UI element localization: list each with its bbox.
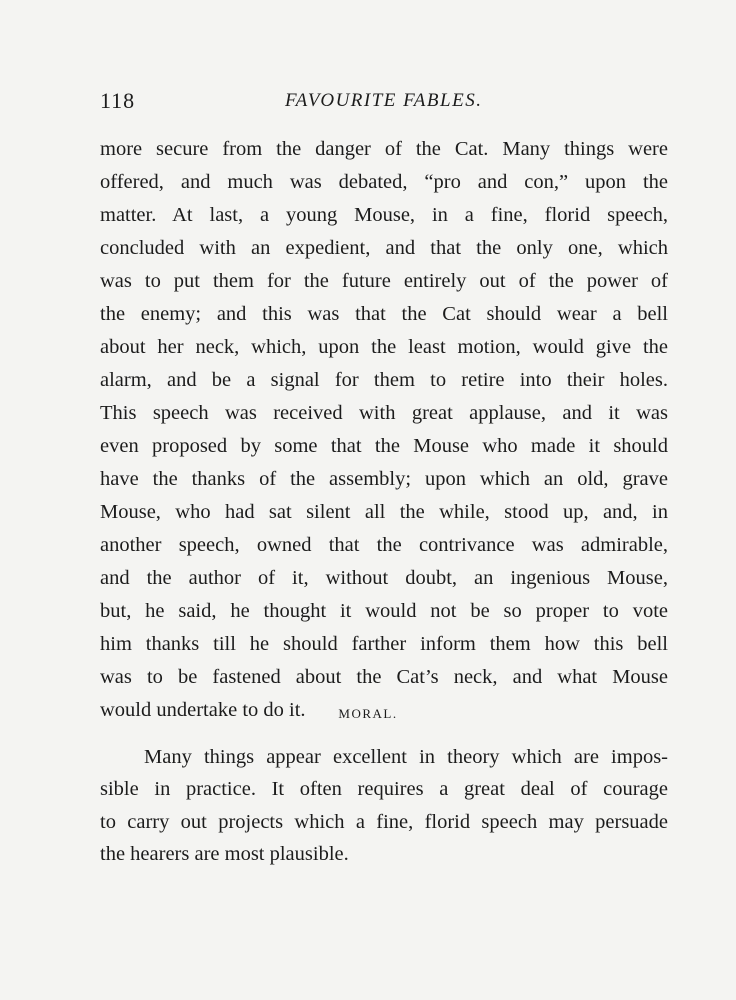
- text-line: concluded with an expedient, and that the only one, which: [100, 237, 668, 259]
- text-line: and the author of it, without doubt, an ingenious Mouse,: [100, 567, 668, 589]
- text-line: was to be fastened about the Cat’s neck, and what Mouse: [100, 666, 668, 688]
- text-line: have the thanks of the assembly; upon which an old, grave: [100, 468, 668, 490]
- text-line: Mouse, who had sat silent all the while, stood up, and, in: [100, 501, 668, 523]
- text-line: sible in practice. It often requires a great deal of courage: [100, 778, 668, 801]
- text-line: the hearers are most plausible.: [100, 842, 349, 865]
- text-line: offered, and much was debated, “pro and con,” upon the: [100, 171, 668, 193]
- text-line: Many things appear excellent in theory which are impos-: [144, 746, 668, 768]
- text-line: was to put them for the future entirely out of the power of: [100, 270, 668, 292]
- text-line: would undertake to do it.: [100, 699, 306, 721]
- running-title: FAVOURITE FABLES.: [285, 90, 483, 111]
- page-number: 118: [100, 88, 136, 113]
- text-line: the enemy; and this was that the Cat should wear a bell: [100, 303, 668, 325]
- text-line: another speech, owned that the contrivance was admirable,: [100, 534, 668, 556]
- moral-text: [100, 741, 668, 870]
- text-line: but, he said, he thought it would not be so proper to vote: [100, 600, 668, 622]
- running-header: [100, 88, 668, 118]
- text-line: him thanks till he should farther inform them how this bell: [100, 633, 668, 655]
- text-line: matter. At last, a young Mouse, in a fine, florid speech,: [100, 204, 668, 226]
- text-line: to carry out projects which a fine, florid speech may persuade: [100, 810, 668, 833]
- text-line: even proposed by some that the Mouse who made it should: [100, 435, 668, 457]
- text-line: alarm, and be a signal for them to retire into their holes.: [100, 369, 668, 391]
- text-line: more secure from the danger of the Cat. Many things were: [100, 138, 668, 160]
- moral-heading: MORAL.: [338, 706, 398, 721]
- text-line: about her neck, which, upon the least motion, would give the: [100, 336, 668, 358]
- fable-text: [100, 133, 668, 727]
- text-line: This speech was received with great applause, and it was: [100, 402, 668, 424]
